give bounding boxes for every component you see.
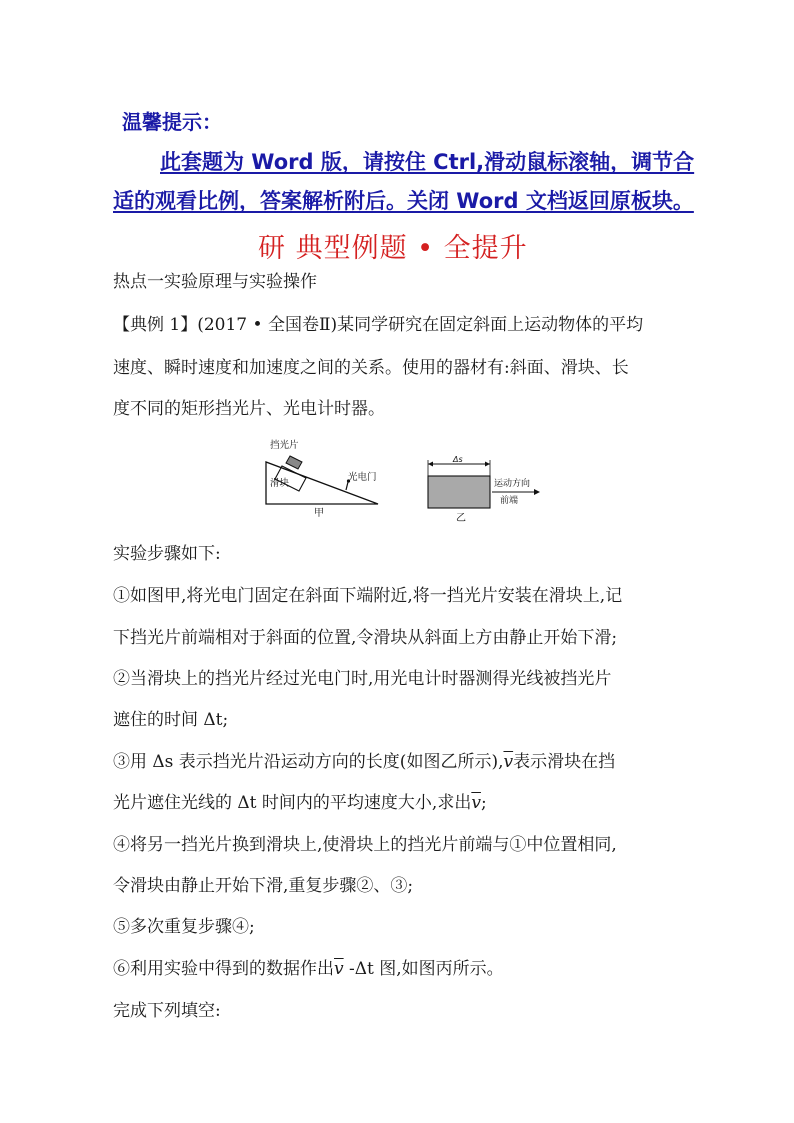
v-bar-symbol: $\overline{v}$ xyxy=(334,959,344,979)
v-bar-symbol: $\overline{v}$ xyxy=(471,793,481,813)
caption-jia: 甲 xyxy=(314,508,324,519)
step-1-line-2: 下挡光片前端相对于斜面的位置,令滑块从斜面上方由静止开始下滑; xyxy=(113,628,618,648)
step-3-line-1-post: 表示滑块在挡 xyxy=(513,752,616,772)
step-1-line-1: ①如图甲,将光电门固定在斜面下端附近,将一挡光片安装在滑块上,记 xyxy=(113,586,623,606)
step-6 xyxy=(113,959,504,979)
step-6-post: -Δt 图,如图丙所示。 xyxy=(343,959,504,979)
example-line-3: 度不同的矩形挡光片、光电计时器。 xyxy=(113,399,385,419)
step-4-line-2: 令滑块由静止开始下滑,重复步骤②、③; xyxy=(113,876,414,896)
step-3-line-2-post: ; xyxy=(480,793,487,813)
tip-line-1: 此套题为 Word 版，请按住 Ctrl,滑动鼠标滚轴，调节合 xyxy=(160,150,695,174)
step-2-line-2: 遮住的时间 Δt; xyxy=(113,710,229,730)
ds-arrow-left xyxy=(428,462,433,467)
step-2-line-1: ②当滑块上的挡光片经过光电门时,用光电计时器测得光线被挡光片 xyxy=(113,669,612,689)
label-front: 前端 xyxy=(500,496,519,506)
label-direction: 运动方向 xyxy=(494,479,531,489)
step-3-line-2 xyxy=(113,793,487,813)
label-gate: 光电门 xyxy=(348,472,377,483)
example-line-1: 【典例 1】(2017 • 全国卷Ⅱ)某同学研究在固定斜面上运动物体的平均 xyxy=(113,315,644,335)
v-bar-symbol: $\overline{v}$ xyxy=(503,752,514,772)
shade-rectangle xyxy=(428,476,490,508)
step-5: ⑤多次重复步骤④; xyxy=(113,917,255,937)
label-ds: Δs xyxy=(453,456,463,464)
photo-gate xyxy=(346,482,348,490)
label-shade: 挡光片 xyxy=(270,440,299,451)
steps-intro: 实验步骤如下: xyxy=(113,544,221,564)
step-6-pre: ⑥利用实验中得到的数据作出 xyxy=(113,959,334,979)
ds-arrow-right xyxy=(485,462,490,467)
direction-arrow-head xyxy=(534,489,540,495)
label-slider: 滑块 xyxy=(270,478,290,489)
step-3-line-1 xyxy=(113,752,615,772)
hotspot-heading: 热点一实验原理与实验操作 xyxy=(113,272,317,292)
step-4-line-1: ④将另一挡光片换到滑块上,使滑块上的挡光片前端与①中位置相同, xyxy=(113,835,617,855)
example-line-2: 速度、瞬时速度和加速度之间的关系。使用的器材有:斜面、滑块、长 xyxy=(113,358,629,378)
caption-yi: 乙 xyxy=(456,513,466,524)
fill-in-prompt: 完成下列填空: xyxy=(113,1001,221,1021)
figure-yi xyxy=(420,456,550,526)
step-3-line-1-pre: ③用 Δs 表示挡光片沿运动方向的长度(如图乙所示), xyxy=(113,752,504,772)
section-title: 研 典型例题 • 全提升 xyxy=(258,233,528,264)
shade-piece xyxy=(286,456,302,469)
tip-line-2: 适的观看比例，答案解析附后。关闭 Word 文档返回原板块。 xyxy=(113,189,694,213)
step-3-line-2-pre: 光片遮住光线的 Δt 时间内的平均速度大小,求出 xyxy=(113,793,472,813)
figure-jia xyxy=(262,434,386,520)
tip-title: 温馨提示： xyxy=(122,110,222,134)
